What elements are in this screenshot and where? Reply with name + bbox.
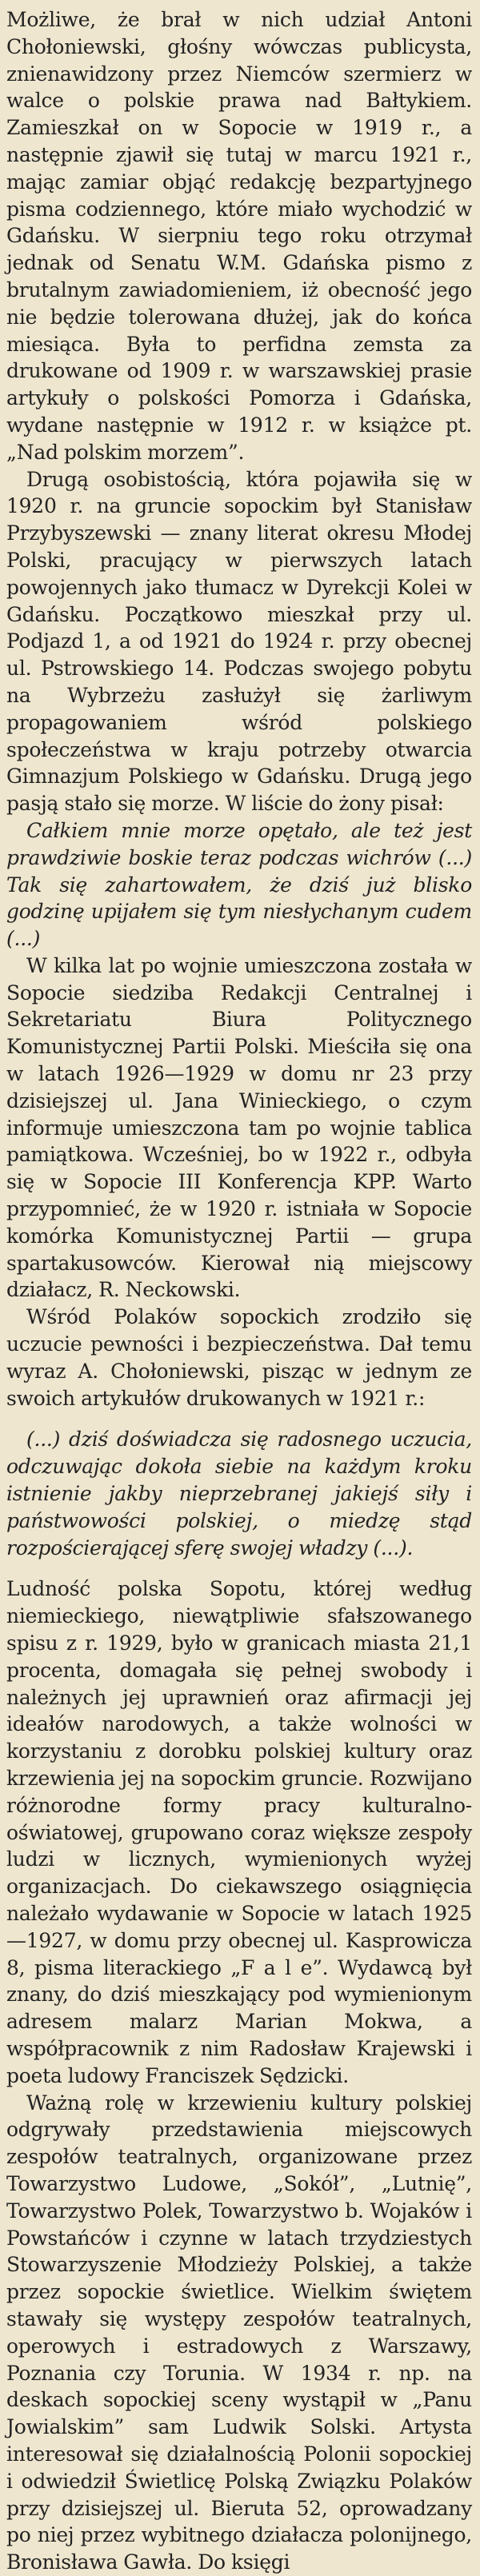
paragraph-6: Ważną rolę w krzewieniu kultury polskiej odgrywały przedstawienia miejscowych zespołów teatralnych, organizowane przez Towarzystwo Ludowe, „Sokół”, „Lutnię”, Towarzystwo Polek, Towarzystwo b. Wojaków i Powstańców i czynne w latach trzydziestych Stowarzyszenie Młodzieży Polskiej, a także przez sopockie świetlice. Wielkim świętem stawały się występy zespołów teatralnych, operowych i estradowych z Warszawy, Poznania czy Torunia. W 1934 r. np. na deskach sopockiej sceny wystąpił w „Panu Jowialskim” sam Ludwik Solski. Artysta interesował się działalnością Polonii sopockiej i odwiedził Świetlicę Polską Związku Polaków przy dzisiejszej ul. Bieruta 52, oprowadzany po niej przez wybitnego działacza polonijnego, Bronisława Gawła. Do księgi <box>6 2091 472 2574</box>
quote-2: (...) dziś doświadcza się radosnego uczucia, odczuwając dokoła siebie na każdym kroku istnienie jakby nieprzebranej jakiejś siły i państwowości polskiej, o miedzę stąd rozpościerającej sferę swojej władzy (...). <box>6 1428 472 1560</box>
paragraph-1: Możliwe, że brał w nich udział Antoni Chołoniewski, głośny wówczas publicysta, znienawidzony przez Niemców szermierz w walce o polskie prawa nad Bałtykiem. Zamieszkał on w Sopocie w 1919 r., a następnie zjawił się tutaj w marcu 1921 r., mając zamiar objąć redakcję bezpartyjnego pisma codziennego, które miało wychodzić w Gdańsku. W sierpniu tego roku otrzymał jednak od Senatu W.M. Gdańska pismo z brutalnym zawiadomieniem, iż obecność jego nie będzie tolerowana dłużej, jak do końca miesiąca. Była to perfidna zemsta za drukowane od 1909 r. w warszawskiej prasie artykuły o polskości Pomorza i Gdańska, wydane następnie w 1912 r. w książce pt. „Nad polskim morzem”. <box>6 8 472 464</box>
paragraph-5: Ludność polska Sopotu, której według niemieckiego, niewątpliwie sfałszowanego spisu z r. 1929, było w granicach miasta 21,1 procenta, domagała się pełnej swobody i należnych jej uprawnień oraz afirmacji jej ideałów narodowych, a także wolności w korzystaniu z dorobku polskiej kultury oraz krzewienia jej na sopockim gruncie. Rozwijano różnorodne formy pracy kulturalno-oświatowej, grupowano coraz większe zespoły ludzi w licznych, wymienionych wyżej organizacjach. Do ciekawszego osiągnięcia należało wydawanie w Sopocie w latach 1925—1927, w domu przy obecnej ul. Kasprowicza 8, pisma literackiego „F a l e”. Wydawcą był znany, do dziś mieszkający pod wymienionym adresem malarz Marian Mokwa, a współpracownik z nim Radosław Krajewski i poeta ludowy Franciszek Sędzicki. <box>6 1577 472 2087</box>
quote-1: Całkiem mnie morze opętało, ale też jest prawdziwie boskie teraz podczas wichrów (...) Tak się zahartowałem, że dziś już blisko godzinę upijałem się tym niesłychanym cudem (...) <box>6 818 472 951</box>
paragraph-4: Wśród Polaków sopockich zrodziło się uczucie pewności i bezpieczeństwa. Dał temu wyraz A. Chołoniewski, pisząc w jednym ze swoich artykułów drukowanych w 1921 r.: <box>6 1305 472 1410</box>
paragraph-2: Drugą osobistością, która pojawiła się w 1920 r. na gruncie sopockim był Stanisław Przybyszewski — znany literat okresu Młodej Polski, pracujący w pierwszych latach powojennych jako tłumacz w Dyrekcji Kolei w Gdańsku. Początkowo mieszkał przy ul. Podjazd 1, a od 1921 do 1924 r. przy obecnej ul. Pstrowskiego 14. Podczas swojego pobytu na Wybrzeżu zasłużył się żarliwym propagowaniem wśród polskiego społeczeństwa w kraju potrzeby otwarcia Gimnazjum Polskiego w Gdańsku. Drugą jego pasją stało się morze. W liście do żony pisał: <box>6 467 472 816</box>
document-body <box>6 6 472 2576</box>
paragraph-3: W kilka lat po wojnie umieszczona została w Sopocie siedziba Redakcji Centralnej i Sekretariatu Biura Politycznego Komunistycznej Partii Polski. Mieściła się ona w latach 1926—1929 w domu nr 23 przy dzisiejszej ul. Jana Winieckiego, o czym informuje umieszczona tam po wojnie tablica pamiątkowa. Wcześniej, bo w 1922 r., odbyła się w Sopocie III Konferencja KPP. Warto przypomnieć, że w 1920 r. istniała w Sopocie komórka Komunistycznej Partii — grupa spartakusowców. Kierował nią miejscowy działacz, R. Neckowski. <box>6 953 472 1302</box>
